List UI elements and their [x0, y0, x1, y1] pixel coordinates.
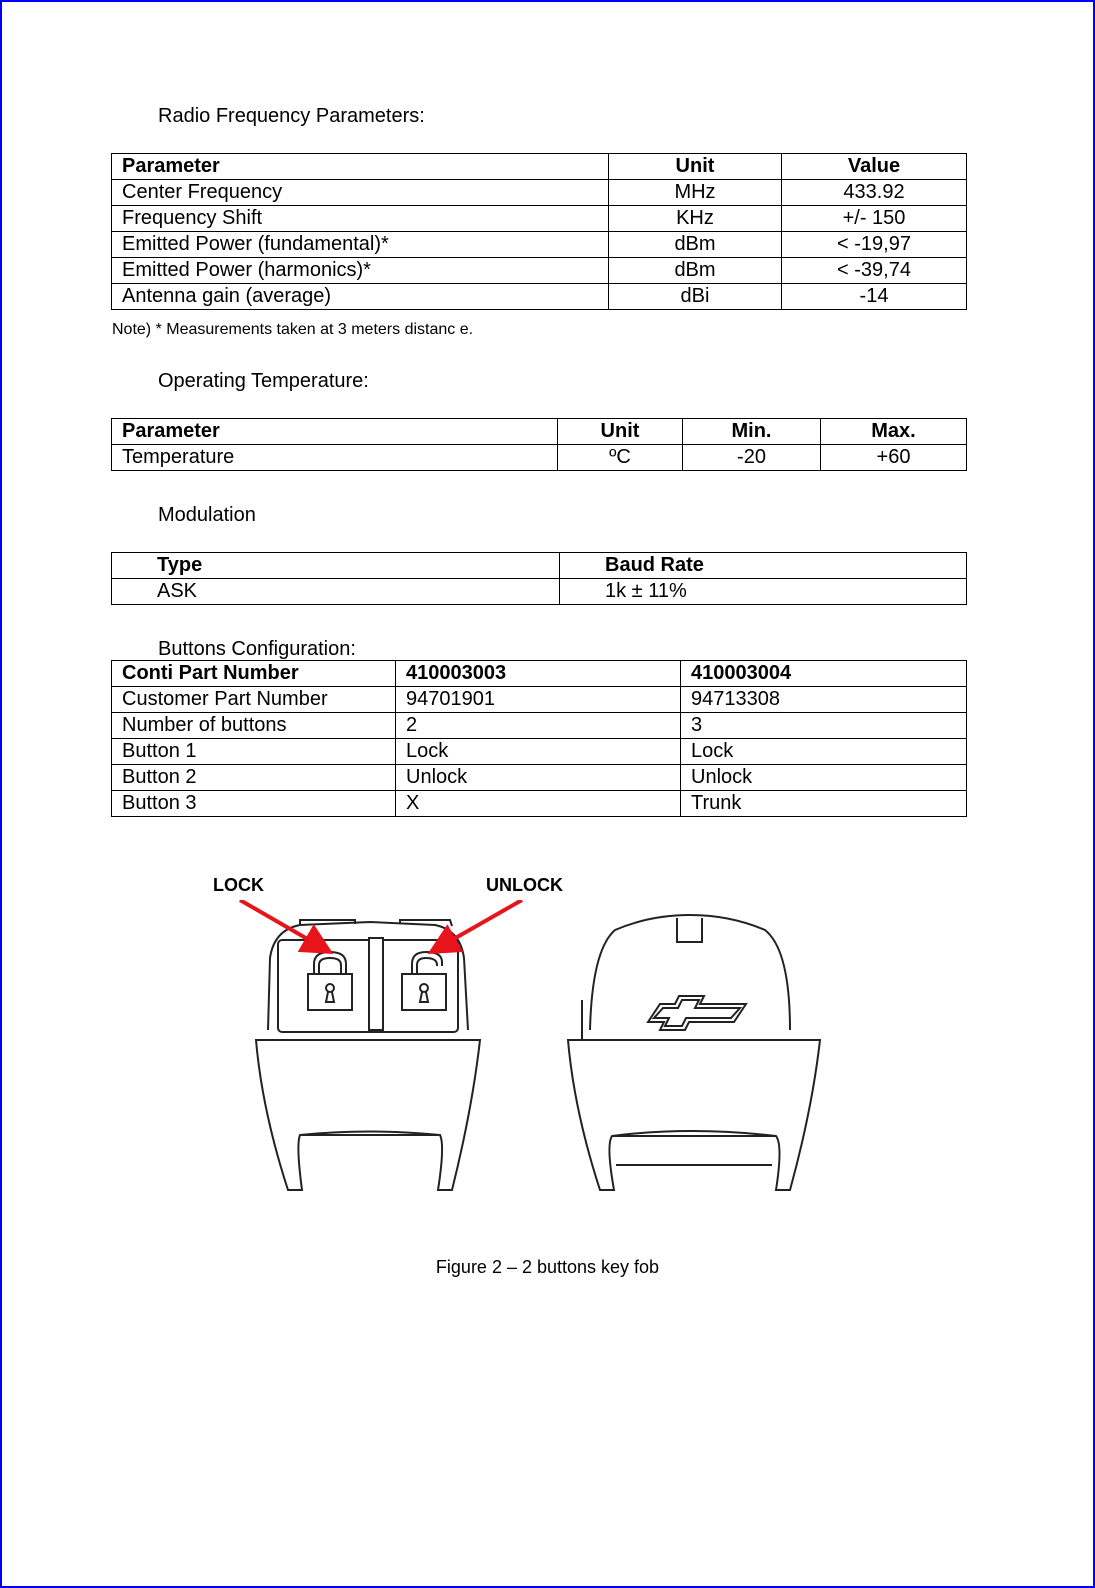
column-header: Parameter — [112, 419, 558, 445]
table-cell: Antenna gain (average) — [112, 284, 609, 310]
fob-front — [256, 920, 480, 1190]
table-cell: X — [396, 791, 681, 817]
rf-heading: Radio Frequency Parameters: — [158, 105, 425, 127]
column-header: Baud Rate — [560, 553, 967, 579]
table-header-row — [112, 553, 967, 579]
bowtie-emblem-icon — [648, 996, 746, 1030]
table-cell: MHz — [609, 180, 782, 206]
unlock-label: UNLOCK — [486, 875, 563, 895]
column-header: 410003003 — [396, 661, 681, 687]
table-row — [112, 579, 967, 605]
table-cell: Temperature — [112, 445, 558, 471]
table-cell: Center Frequency — [112, 180, 609, 206]
column-header: Unit — [558, 419, 683, 445]
table-cell: Lock — [681, 739, 967, 765]
table-cell: Emitted Power (harmonics)* — [112, 258, 609, 284]
table-row — [112, 206, 967, 232]
column-header: Conti Part Number — [112, 661, 396, 687]
table-cell: dBm — [609, 232, 782, 258]
table-cell: < -19,97 — [782, 232, 967, 258]
column-header: Unit — [609, 154, 782, 180]
table-cell: Button 1 — [112, 739, 396, 765]
closed-padlock-icon — [308, 952, 352, 1010]
table-cell: 3 — [681, 713, 967, 739]
table-row — [112, 765, 967, 791]
column-header: Parameter — [112, 154, 609, 180]
table-cell: ºC — [558, 445, 683, 471]
table-header-row — [112, 661, 967, 687]
mod-table — [111, 552, 967, 605]
table-cell: Trunk — [681, 791, 967, 817]
table-row — [112, 739, 967, 765]
lock-label: LOCK — [213, 875, 264, 895]
table-cell: Number of buttons — [112, 713, 396, 739]
table-cell: Button 3 — [112, 791, 396, 817]
table-cell: 433.92 — [782, 180, 967, 206]
column-header: Value — [782, 154, 967, 180]
table-cell: -14 — [782, 284, 967, 310]
table-cell: ASK — [112, 579, 560, 605]
table-cell: Emitted Power (fundamental)* — [112, 232, 609, 258]
buttons-table — [111, 660, 967, 817]
temp-heading: Operating Temperature: — [158, 370, 369, 392]
table-cell: Unlock — [396, 765, 681, 791]
table-row — [112, 284, 967, 310]
table-cell: 2 — [396, 713, 681, 739]
mod-heading: Modulation — [158, 504, 256, 526]
table-cell: Lock — [396, 739, 681, 765]
fob-rear — [568, 915, 820, 1190]
table-cell: -20 — [683, 445, 821, 471]
column-header: Min. — [683, 419, 821, 445]
buttons-heading: Buttons Configuration: — [158, 638, 356, 660]
table-row — [112, 232, 967, 258]
table-row — [112, 180, 967, 206]
table-header-row — [112, 154, 967, 180]
table-cell: dBm — [609, 258, 782, 284]
table-cell: Frequency Shift — [112, 206, 609, 232]
table-cell: Button 2 — [112, 765, 396, 791]
table-cell: dBi — [609, 284, 782, 310]
key-fob-figure — [230, 900, 840, 1210]
rf-table — [111, 153, 967, 310]
table-cell: Unlock — [681, 765, 967, 791]
table-cell: Customer Part Number — [112, 687, 396, 713]
table-row — [112, 445, 967, 471]
table-cell: +60 — [821, 445, 967, 471]
figure-caption: Figure 2 – 2 buttons key fob — [435, 1257, 660, 1277]
open-padlock-icon — [402, 952, 446, 1010]
column-header: Max. — [821, 419, 967, 445]
table-cell: KHz — [609, 206, 782, 232]
table-cell: 94713308 — [681, 687, 967, 713]
column-header: Type — [112, 553, 560, 579]
table-row — [112, 713, 967, 739]
table-cell: 1k ± 11% — [560, 579, 967, 605]
table-row — [112, 258, 967, 284]
measurement-note: Note) * Measurements taken at 3 meters distanc e. — [112, 321, 474, 338]
table-header-row — [112, 419, 967, 445]
temp-table — [111, 418, 967, 471]
column-header: 410003004 — [681, 661, 967, 687]
table-cell: 94701901 — [396, 687, 681, 713]
table-cell: +/- 150 — [782, 206, 967, 232]
table-row — [112, 687, 967, 713]
table-cell: < -39,74 — [782, 258, 967, 284]
table-row — [112, 791, 967, 817]
